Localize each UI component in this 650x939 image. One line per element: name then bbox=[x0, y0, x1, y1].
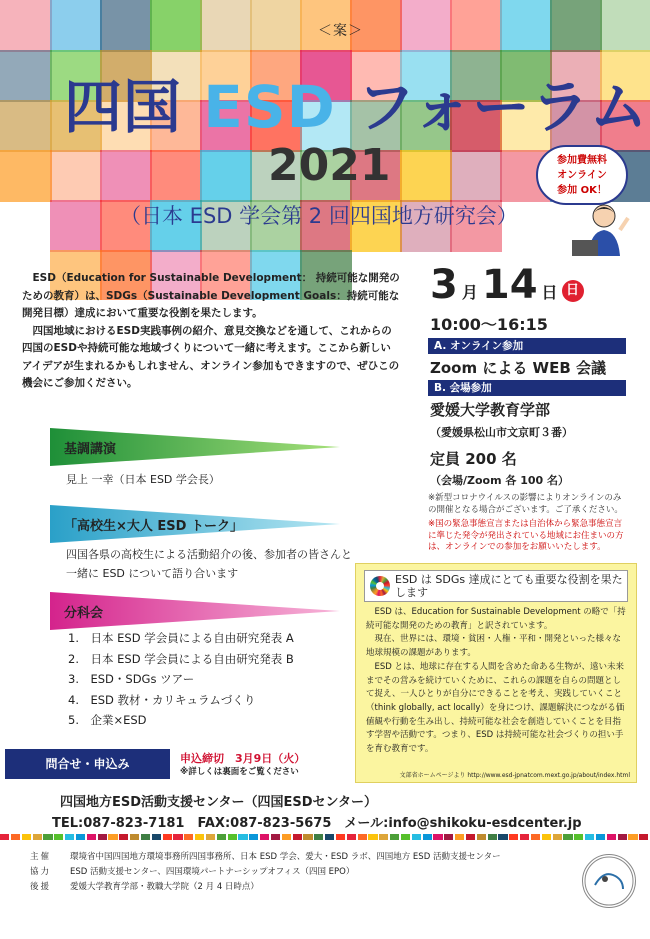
mosaic-tile bbox=[450, 0, 502, 52]
credit-value: 環境省中国四国地方環境事務所四国事務所、日本 ESD 学会、愛大・ESD ラボ、四国地方 ESD 活動支援センター bbox=[70, 852, 501, 862]
title-forum: フォーラム bbox=[356, 73, 649, 141]
sdgs-paragraph: ESD は、Education for Sustainable Development の略で「持続可能な開発のための教育」と訳されています。 bbox=[366, 607, 626, 631]
mosaic-tile bbox=[50, 150, 102, 202]
capacity: 定員 200 名 bbox=[430, 450, 517, 468]
credit-row bbox=[30, 880, 501, 895]
stripe-segment bbox=[238, 834, 247, 840]
stripe-segment bbox=[22, 834, 31, 840]
stripe-segment bbox=[54, 834, 63, 840]
stripe-segment bbox=[152, 834, 161, 840]
deadline-note: ※詳しくは裏面をご覧ください bbox=[180, 767, 299, 777]
stripe-segment bbox=[76, 834, 85, 840]
stripe-segment bbox=[531, 834, 540, 840]
subtitle: （日本 ESD 学会第 2 回四国地方研究会） bbox=[120, 204, 518, 228]
intro-paragraph: ESD（Education for Sustainable Development： 持続可能な開発のための教育）は、SDGs（Sustainable Development Goals：持続可能な開発目標）達成において重要な役割を果たします。 bbox=[22, 272, 400, 319]
mosaic-tile bbox=[150, 150, 202, 202]
stripe-segment bbox=[163, 834, 172, 840]
stripe-segment bbox=[314, 834, 323, 840]
stripe-segment bbox=[119, 834, 128, 840]
capacity-detail: （会場/Zoom 各 100 名） bbox=[430, 474, 570, 487]
title-shikoku: 四国 bbox=[64, 73, 183, 141]
credit-value: ESD 活動支援センター、四国環境パートナーシップオフィス（四国 EPO） bbox=[70, 867, 355, 877]
intro-paragraph: 四国地域におけるESD実践事例の紹介、意見交換などを通して、これからの四国のESDや持続可能な地域づくりについて一緒に考えます。ここから新しいアイデアが生まれるかもしれません、オンライン参加もできますので、ぜひこの機会にご参加ください。 bbox=[22, 324, 400, 389]
organizer-center: 四国地方ESD活動支援センター（四国ESDセンター） bbox=[60, 795, 378, 810]
list-item: 5. 企業×ESD bbox=[68, 713, 147, 727]
keynote-banner bbox=[50, 428, 340, 466]
mosaic-tile bbox=[100, 150, 152, 202]
talk-banner bbox=[50, 505, 340, 543]
mosaic-tile bbox=[50, 0, 102, 52]
stripe-segment bbox=[184, 834, 193, 840]
mosaic-tile bbox=[500, 0, 552, 52]
emergency-note: ※国の緊急事態宣言または自治体から緊急事態宣言に準じた発令が発出されている地域にお住まいの方は、オンラインでの参加をお願いいたします。 bbox=[428, 519, 624, 552]
sdgs-paragraph: 現在、世界には、環境・貧困・人権・平和・開発といった様々な地球規模の課題があります。 bbox=[366, 634, 622, 659]
stripe-segment bbox=[509, 834, 518, 840]
stripe-segment bbox=[347, 834, 356, 840]
stripe-segment bbox=[488, 834, 497, 840]
mosaic-tile bbox=[100, 0, 152, 52]
stripe-segment bbox=[98, 834, 107, 840]
person-laptop-icon bbox=[572, 200, 632, 258]
mosaic-tile bbox=[150, 0, 202, 52]
mosaic-tile bbox=[50, 200, 102, 252]
event-time: 10:00〜16:15 bbox=[430, 315, 548, 334]
credit-value: 愛媛大学教育学部・教職大学院（2 月 4 日時点） bbox=[70, 882, 259, 892]
covid-note: ※新型コロナウイルスの影響によりオンラインのみの開催となる場合がございます。ご了承ください。 bbox=[428, 493, 623, 515]
mosaic-tile bbox=[550, 0, 602, 52]
mosaic-tile bbox=[450, 150, 502, 202]
credits bbox=[30, 850, 501, 895]
date-month: 3 bbox=[430, 262, 458, 308]
deadline: 申込締切 3月9日（火） bbox=[180, 752, 306, 765]
sdgs-wheel-icon bbox=[370, 576, 390, 596]
keynote-speaker: 見上 一幸（日本 ESD 学会長） bbox=[66, 473, 220, 486]
stripe-segment bbox=[542, 834, 551, 840]
free-online-bubble bbox=[536, 145, 628, 205]
bubble-line: オンライン bbox=[557, 170, 607, 181]
page-title bbox=[64, 60, 649, 144]
stripe-segment bbox=[466, 834, 475, 840]
contact-label: 問合せ・申込み bbox=[5, 749, 170, 779]
stripe-segment bbox=[433, 834, 442, 840]
breakout-list bbox=[68, 628, 294, 731]
stripe-segment bbox=[574, 834, 583, 840]
sdgs-color-stripe bbox=[0, 834, 650, 840]
stripe-segment bbox=[336, 834, 345, 840]
stripe-segment bbox=[271, 834, 280, 840]
list-item: 4. ESD 教材・カリキュラムづくり bbox=[68, 692, 256, 707]
list-item: 1. 日本 ESD 学会員による自由研究発表 A bbox=[68, 631, 294, 645]
stripe-segment bbox=[43, 834, 52, 840]
mosaic-tile bbox=[0, 150, 52, 202]
mosaic-tile bbox=[0, 0, 52, 52]
stripe-segment bbox=[639, 834, 648, 840]
mosaic-tile bbox=[200, 0, 252, 52]
stripe-segment bbox=[249, 834, 258, 840]
stripe-segment bbox=[585, 834, 594, 840]
stripe-segment bbox=[520, 834, 529, 840]
list-item: 2. 日本 ESD 学会員による自由研究発表 B bbox=[68, 651, 294, 666]
stripe-segment bbox=[401, 834, 410, 840]
stripe-segment bbox=[379, 834, 388, 840]
stripe-segment bbox=[368, 834, 377, 840]
stripe-segment bbox=[563, 834, 572, 840]
credit-key: 主催 bbox=[30, 852, 52, 862]
mosaic-tile bbox=[600, 0, 650, 52]
sdgs-box-header bbox=[364, 570, 628, 602]
stripe-segment bbox=[303, 834, 312, 840]
contact-details: TEL:087-823-7181 FAX:087-823-5675 メール:info@shikoku-esdcenter.jp bbox=[52, 816, 582, 831]
date-day: 14 bbox=[481, 262, 538, 308]
stripe-segment bbox=[628, 834, 637, 840]
stripe-segment bbox=[0, 834, 9, 840]
stripe-segment bbox=[325, 834, 334, 840]
venue-value: 愛媛大学教育学部 bbox=[430, 401, 551, 419]
weekday-badge: 日 bbox=[562, 280, 584, 302]
sdgs-source: 文部省ホームページより http://www.esd-jpnatcom.mext.go.jp/about/index.html bbox=[399, 772, 630, 779]
stripe-segment bbox=[206, 834, 215, 840]
sdgs-box-title: ESD は SDGs 達成にとても重要な役割を果たします bbox=[395, 573, 623, 599]
credit-key: 協力 bbox=[30, 867, 52, 877]
esd-center-logo bbox=[582, 854, 636, 908]
stripe-segment bbox=[173, 834, 182, 840]
mosaic-tile bbox=[400, 150, 452, 202]
bubble-line: 参加費無料 bbox=[557, 155, 607, 166]
talk-text: 四国各県の高校生による活動紹介の後、参加者の皆さんと一緒に ESD について語り合います bbox=[66, 548, 352, 580]
stripe-segment bbox=[33, 834, 42, 840]
stripe-segment bbox=[607, 834, 616, 840]
online-label: A. オンライン参加 bbox=[428, 338, 626, 354]
venue-address: （愛媛県松山市文京町３番） bbox=[430, 426, 573, 439]
mosaic-tile bbox=[0, 100, 52, 152]
talk-title: 「高校生×大人 ESD トーク」 bbox=[64, 519, 243, 534]
stripe-segment bbox=[477, 834, 486, 840]
stripe-segment bbox=[390, 834, 399, 840]
stripe-segment bbox=[358, 834, 367, 840]
stripe-segment bbox=[293, 834, 302, 840]
title-esd: ESD bbox=[203, 73, 336, 141]
breakout-banner bbox=[50, 592, 340, 630]
stripe-segment bbox=[130, 834, 139, 840]
stripe-segment bbox=[596, 834, 605, 840]
stripe-segment bbox=[141, 834, 150, 840]
credit-row bbox=[30, 865, 501, 880]
stripe-segment bbox=[65, 834, 74, 840]
mosaic-tile bbox=[200, 150, 252, 202]
credit-row bbox=[30, 850, 501, 865]
list-item: 3. ESD・SDGs ツアー bbox=[68, 672, 195, 686]
date-day-unit: 日 bbox=[541, 283, 558, 302]
stripe-segment bbox=[423, 834, 432, 840]
stripe-segment bbox=[618, 834, 627, 840]
event-date bbox=[430, 262, 584, 308]
stripe-segment bbox=[455, 834, 464, 840]
mosaic-tile bbox=[0, 50, 52, 102]
sdgs-paragraph: ESD とは、地球に存在する人間を含めた命ある生物が、遠い未来までその営みを続けていくために、これらの課題を自らの問題として捉え、一人ひとりが自分にできることを考え、実践していくこと（think globally, act locally）を身につけ、課題解決につながる価値観や行動を生み出し、持続可能な社会を創造していくことを目指す学習や活動です。つまり、ESD は持続可能な社会づくりの担い手を育む教育です。 bbox=[366, 661, 625, 755]
draft-label: ＜案＞ bbox=[318, 23, 363, 39]
stripe-segment bbox=[87, 834, 96, 840]
mosaic-tile bbox=[250, 0, 302, 52]
bubble-line: 参加 OK！ bbox=[557, 185, 607, 196]
stripe-segment bbox=[498, 834, 507, 840]
stripe-segment bbox=[444, 834, 453, 840]
stripe-segment bbox=[553, 834, 562, 840]
stripe-segment bbox=[11, 834, 20, 840]
year: 2021 bbox=[268, 140, 391, 191]
stripe-segment bbox=[228, 834, 237, 840]
stripe-segment bbox=[260, 834, 269, 840]
venue-label: B. 会場参加 bbox=[428, 380, 626, 396]
online-value: Zoom による WEB 会議 bbox=[430, 359, 607, 377]
stripe-segment bbox=[217, 834, 226, 840]
mosaic-tile bbox=[400, 0, 452, 52]
sdgs-box-text bbox=[366, 606, 628, 757]
sdgs-info-box bbox=[355, 563, 637, 783]
stripe-segment bbox=[195, 834, 204, 840]
stripe-segment bbox=[412, 834, 421, 840]
keynote-title: 基調講演 bbox=[64, 442, 117, 457]
stripe-segment bbox=[108, 834, 117, 840]
stripe-segment bbox=[282, 834, 291, 840]
breakout-title: 分科会 bbox=[64, 606, 104, 621]
credit-key: 後援 bbox=[30, 882, 52, 892]
date-month-unit: 月 bbox=[461, 283, 478, 302]
intro-text bbox=[22, 270, 400, 393]
